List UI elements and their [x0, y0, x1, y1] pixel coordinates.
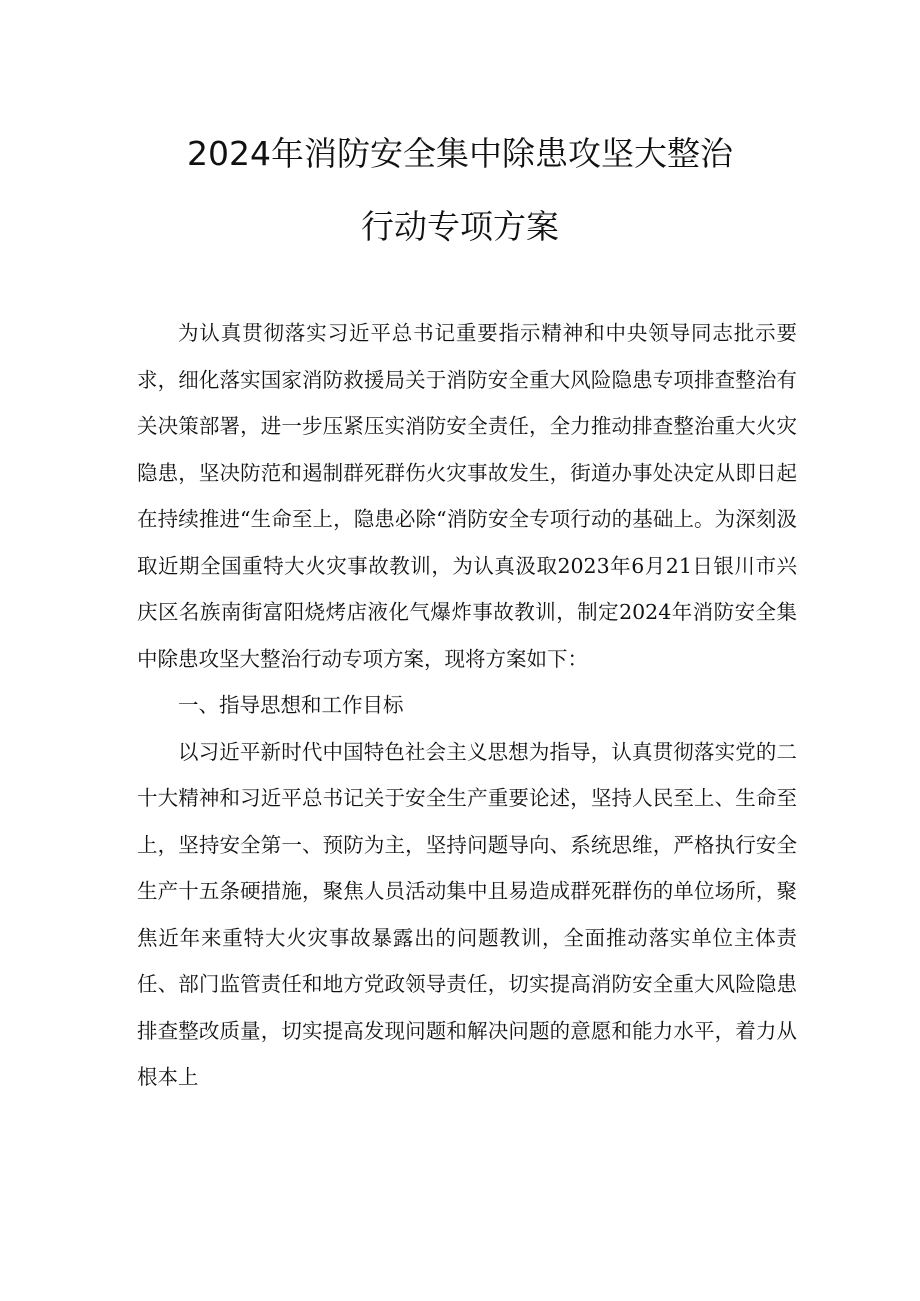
section-1-heading: 一、指导思想和工作目标	[178, 693, 404, 717]
intro-paragraph: 为认真贯彻落实习近平总书记重要指示精神和中央领导同志批示要求，细化落实国家消防救援局关于消防安全重大风险隐患专项排查整治有关决策部署，进一步压紧压实消防安全责任，全力推动排查整治重大火灾隐患，坚决防范和遏制群死群伤火灾事故发生，街道办事处决定从即日起在持续推进“生命至上，隐患必除“消防安全专项行动的基础上。为深刻汲取近期全国重特大火灾事故教训，为认真汲取2023年6月21日银川市兴庆区名族南街富阳烧烤店液化气爆炸事故教训，制定2024年消防安全集中除患攻坚大整治行动专项方案，现将方案如下：	[137, 321, 797, 671]
document-body	[137, 310, 797, 1101]
section-1-paragraph: 以习近平新时代中国特色社会主义思想为指导，认真贯彻落实党的二十大精神和习近平总书记关于安全生产重要论述，坚持人民至上、生命至上，坚持安全第一、预防为主，坚持问题导向、系统思维，严格执行安全生产十五条硬措施，聚焦人员活动集中且易造成群死群伤的单位场所，聚焦近年来重特大火灾事故暴露出的问题教训，全面推动落实单位主体责任、部门监管责任和地方党政领导责任，切实提高消防安全重大风险隐患排查整改质量，切实提高发现问题和解决问题的意愿和能力水平，着力从根本上	[137, 739, 797, 1089]
document-title-line-1: 2024年消防安全集中除患攻坚大整治	[187, 134, 733, 173]
document-title-line-2: 行动专项方案	[361, 207, 559, 246]
